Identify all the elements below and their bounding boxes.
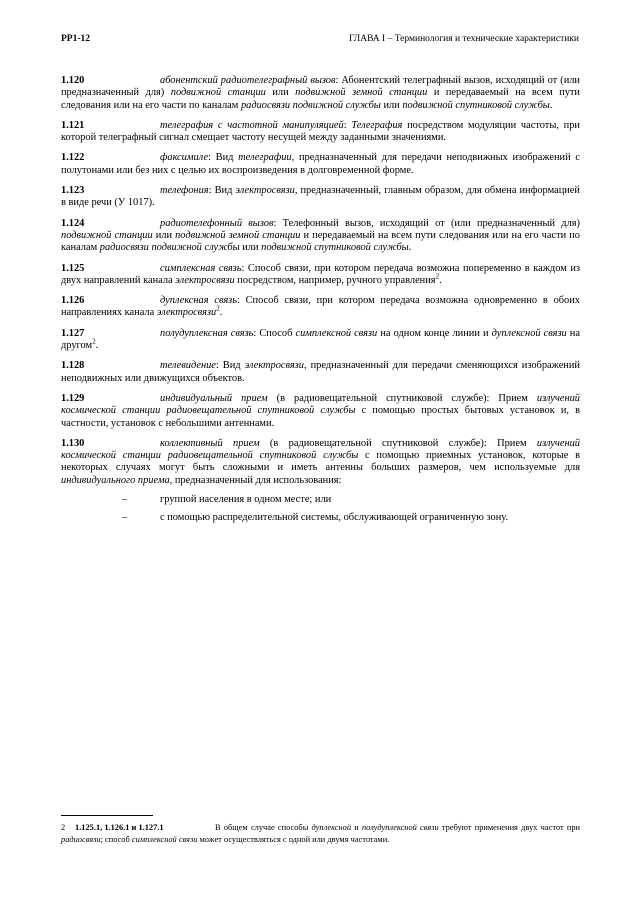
definition-entry <box>61 263 580 288</box>
term-text: подвижной спутниковой службы <box>402 99 550 111</box>
body-text: : Телефонный вызов, исходящий от (или предназначенный для) <box>273 217 581 229</box>
definition-entry <box>61 152 580 177</box>
term-text: телевидение <box>160 360 216 372</box>
footnote-ref: 2 <box>92 337 96 346</box>
footnote-divider <box>61 815 153 816</box>
term-text: симплексной связи <box>131 834 198 844</box>
body-text: : Способ связи, при котором передача возможна одновременно в обоих направлениях канала <box>61 295 580 319</box>
body-text: с помощью приемных установок, которые в некоторых случаях могут быть сложными и иметь антенны больших размеров, чем используемые для <box>61 450 580 474</box>
body-text: : Способ <box>253 327 296 339</box>
list-item-text: с помощью распределительной системы, обслуживающей ограниченную зону. <box>160 512 509 524</box>
entry-number: 1.126 <box>61 295 85 307</box>
body-text: . <box>219 307 223 319</box>
chapter-title: ГЛАВА I – Терминология и технические характеристики <box>348 34 579 44</box>
term-text: подвижной земной станции <box>295 87 428 99</box>
document-body <box>61 75 580 531</box>
body-text: и <box>351 823 362 832</box>
term-text: подвижной станции <box>170 87 266 99</box>
body-text: . <box>549 99 553 111</box>
entry-number: 1.120 <box>61 75 85 86</box>
entry-number: 1.124 <box>61 217 85 229</box>
body-text: . <box>439 274 442 286</box>
body-text: : Вид <box>208 152 239 164</box>
body-text: . <box>95 340 99 352</box>
dash-bullet: – <box>122 494 128 506</box>
term-text: электросвязи <box>175 274 235 286</box>
body-text: , предназначенный для передачи сменяющихся изображений неподвижных или движущихся объектов. <box>61 360 580 384</box>
term-text: индивидуальный прием <box>160 392 268 404</box>
term-text: телеграфии <box>238 152 292 164</box>
definition-entry <box>61 328 580 353</box>
term-text: электросвязи <box>244 360 304 372</box>
footnote-refs: 1.125.1, 1.126.1 и 1.127.1 <box>75 823 164 832</box>
term-text: подвижной спутниковой службы <box>261 242 409 254</box>
definition-entry <box>61 438 580 487</box>
term-text: симплексная связь <box>160 262 242 274</box>
term-text: подвижной станции <box>61 229 153 241</box>
list-item-text: группой населения в одном месте; или <box>160 494 332 506</box>
definitions-list <box>61 75 580 487</box>
footnote-mark: 2 <box>61 823 66 832</box>
body-text: или <box>265 87 296 99</box>
body-text: (в радиовещательной спутниковой службе): Прием <box>259 437 537 449</box>
definition-entry <box>61 218 580 255</box>
term-text: радиосвязи подвижной службы <box>240 99 381 111</box>
term-text: индивидуального приема <box>61 474 170 486</box>
entry-number: 1.123 <box>61 185 85 197</box>
body-text: с помощью простых бытовых установок и, в частности, установок с небольшими антеннами. <box>61 405 580 429</box>
term-text: радиотелефонный вызов <box>160 217 274 229</box>
definition-entry <box>61 393 580 430</box>
body-text: (в радиовещательной спутниковой службе): Прием <box>267 392 537 404</box>
bullet-list <box>61 494 580 525</box>
footnote <box>61 822 580 845</box>
term-text: симплексной связи <box>295 327 378 339</box>
term-text: электросвязи <box>235 185 295 197</box>
body-text: ; способ <box>100 834 132 844</box>
doc-code: РР1-12 <box>61 34 91 44</box>
body-text: посредством, например, ручного управления <box>234 274 436 286</box>
body-text: посредством модуляции частоты, при которой телеграфный сигнал смещает частоту несущей между заданными значениями. <box>61 119 580 144</box>
term-text: полудуплексная связь <box>160 327 254 339</box>
body-text: : Вид <box>215 360 245 372</box>
entry-number: 1.127 <box>61 327 85 339</box>
list-item <box>61 512 580 524</box>
footnote-ref: 2 <box>435 272 440 281</box>
term-text: Телеграфия <box>351 119 403 131</box>
term-text: полудуплексной связи <box>361 823 439 832</box>
body-text: : <box>343 119 352 131</box>
term-text: абонентский радиотелеграфный вызов <box>160 75 336 86</box>
body-text: В общем случае способы <box>215 823 312 832</box>
term-text: радиосвязи подвижной службы <box>99 242 240 254</box>
term-text: электросвязи <box>156 307 217 319</box>
body-text: : Вид <box>208 185 236 197</box>
term-text: факсимиле <box>160 152 209 164</box>
term-text: дуплексной связи <box>491 327 567 339</box>
body-text: . <box>408 242 412 254</box>
term-text: дуплексная связь <box>160 295 237 307</box>
term-text: телеграфия с частотной манипуляцией <box>160 119 344 131</box>
term-text: подвижной земной станции <box>175 229 301 241</box>
entry-number: 1.125 <box>61 262 85 274</box>
body-text: или <box>239 242 262 254</box>
term-text: телефония <box>160 185 209 197</box>
body-text: может осуществляться с одной или двумя частотами. <box>197 834 390 844</box>
body-text: или <box>380 99 403 111</box>
body-text: требуют применения двух частот при <box>438 823 580 832</box>
body-text: : Способ связи, при котором передача возможна попеременно в каждом из двух направлений канала <box>61 262 580 286</box>
body-text: , предназначенный для использования: <box>169 474 342 486</box>
definition-entry <box>61 295 580 320</box>
term-text: излучений космической станции радиовещательной спутниковой службы <box>61 437 580 462</box>
term-text: радиосвязи <box>61 834 101 844</box>
definition-entry <box>61 360 580 385</box>
entry-number: 1.121 <box>61 119 85 131</box>
term-text: дуплексной <box>311 823 352 832</box>
body-text: или <box>152 229 176 241</box>
dash-bullet: – <box>122 512 128 524</box>
definition-entry <box>61 120 580 145</box>
entry-number: 1.129 <box>61 392 85 404</box>
entry-number: 1.122 <box>61 152 85 164</box>
definition-entry <box>61 75 580 112</box>
footnote-ref: 2 <box>216 304 220 313</box>
body-text: , предназначенный, главным образом, для обмена информацией в виде речи (У 1017). <box>61 185 580 209</box>
body-text: : Абонентский телеграфный вызов, исходящий от (или предназначенный для) <box>61 75 580 99</box>
term-text: излучений космической станции радиовещательной спутниковой службы <box>61 392 580 417</box>
body-text: на другом <box>61 327 580 352</box>
body-text: , предназначенный для передачи неподвижных изображений с полутонами или без них с целью их воспроизведения в долговременной форме. <box>61 152 580 176</box>
entry-number: 1.130 <box>61 437 85 449</box>
entry-number: 1.128 <box>61 360 85 372</box>
list-item <box>61 494 580 506</box>
body-text: и передаваемый на всем пути следования или на его части по каналам <box>61 87 580 111</box>
term-text: коллективный прием <box>160 437 260 449</box>
body-text: на одном конце линии и <box>377 327 492 339</box>
body-text: и передаваемый на всем пути следования или на его части по каналам <box>61 229 580 254</box>
definition-entry <box>61 185 580 210</box>
